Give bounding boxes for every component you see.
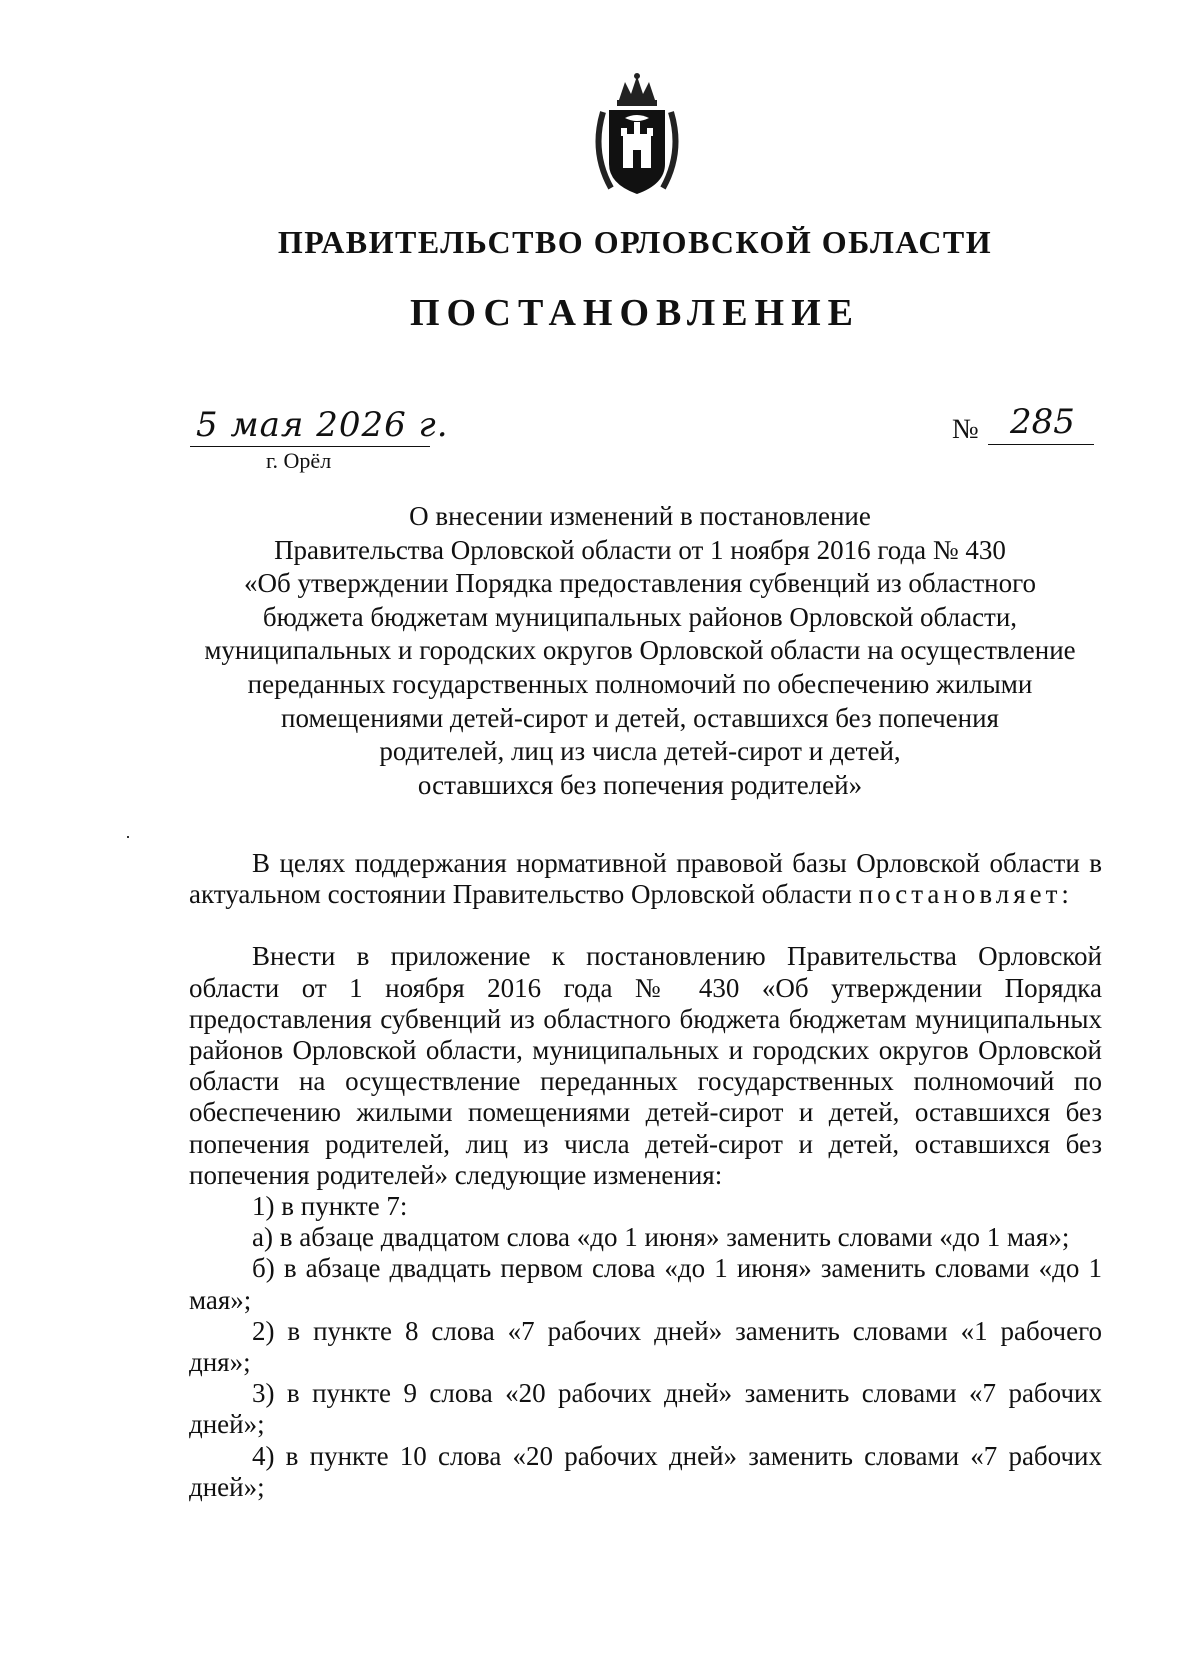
- date-underline: [190, 446, 430, 447]
- subject-line: муниципальных и городских округов Орловской области на осуществление: [204, 635, 1076, 666]
- document-type-title: ПОСТАНОВЛЕНИЕ: [409, 292, 861, 334]
- intro-verb: постановляет:: [858, 879, 1073, 910]
- amendment-item: 3) в пункте 9 слова «20 рабочих дней» заменить словами «7 рабочих дней»;: [189, 1378, 1102, 1440]
- subject-line: бюджета бюджетам муниципальных районов Орловской области,: [262, 601, 1018, 632]
- number-sign: №: [952, 414, 979, 445]
- coat-of-arms-emblem: [589, 72, 685, 200]
- subject-line: родителей, лиц из числа детей-сирот и детей,: [379, 736, 901, 767]
- government-title: ПРАВИТЕЛЬСТВО ОРЛОВСКОЙ ОБЛАСТИ: [277, 224, 993, 260]
- handwritten-number: 285: [1010, 402, 1075, 442]
- subject-line: О внесении изменений в постановление: [409, 501, 871, 531]
- document-subject: [160, 500, 1120, 802]
- subject-line: Правительства Орловской области от 1 ноября 2016 года № 430: [274, 534, 1006, 565]
- subject-line: «Об утверждении Порядка предоставления субвенций из областного: [243, 568, 1037, 599]
- document-body: [189, 848, 1102, 1503]
- handwritten-date: 5 мая 2026 г.: [196, 405, 449, 445]
- number-underline: [988, 444, 1094, 445]
- subject-line: оставшихся без попечения родителей»: [417, 769, 863, 800]
- amendment-item: а) в абзаце двадцатом слова «до 1 июня» заменить словами «до 1 мая»;: [252, 1222, 1070, 1253]
- main-paragraph: Внести в приложение к постановлению Правительства Орловской области от 1 ноября 2016 года № 430 «Об утверждении Порядка предоставления субвенций из областного бюджета бюджетам муниципальных районов Орловской области, муниципальных и городских округов Орловской области на осуществление переданных государственных полномочий по обеспечению жилыми помещениями детей-сирот и детей, оставшихся без попечения родителей, лиц из числа детей-сирот и детей, оставшихся без попечения родителей» следующие изменения:: [189, 941, 1102, 1190]
- amendment-item: 4) в пункте 10 слова «20 рабочих дней» заменить словами «7 рабочих дней»;: [189, 1440, 1102, 1502]
- intro-paragraph: [189, 848, 1102, 910]
- subject-line: помещениями детей-сирот и детей, оставшихся без попечения: [281, 702, 999, 733]
- amendment-item: б) в абзаце двадцать первом слова «до 1 июня» заменить словами «до 1 мая»;: [189, 1253, 1102, 1315]
- intro-text: В целях поддержания нормативной правовой базы Орловской области в актуальном состоянии Правительство Орловской области: [189, 848, 1102, 910]
- amendment-item: 1) в пункте 7:: [252, 1191, 408, 1222]
- amendment-item: 2) в пункте 8 слова «7 рабочих дней» заменить словами «1 рабочего дня»;: [189, 1315, 1102, 1378]
- city-label: г. Орёл: [266, 448, 332, 473]
- subject-line: переданных государственных полномочий по обеспечению жилыми: [247, 668, 1033, 699]
- scan-speck: [127, 836, 129, 838]
